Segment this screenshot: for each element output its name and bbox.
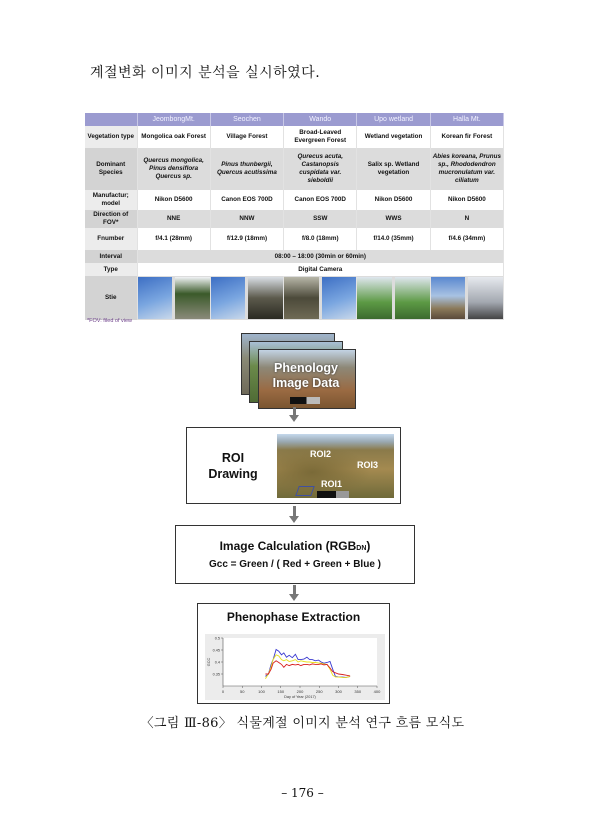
table-cell: f/8.0 (18mm) [284,228,357,250]
table-cell: Nikon D5600 [357,190,430,210]
row-label: Type [85,263,137,276]
header-cell: Wando [284,113,357,126]
site-photo [357,277,392,319]
roi-drawing-label [207,451,259,482]
gcc-chart [205,634,385,700]
table-row [85,126,504,148]
table-cell: Digital Camera [137,263,504,276]
header-cell: Halla Mt. [430,113,503,126]
table-cell: Canon EOS 700D [210,190,283,210]
header-cell [85,113,137,126]
site-photos-jeombong [137,276,210,320]
table-cell: SSW [284,210,357,228]
table-cell: 08:00 – 18:00 (30min or 60min) [137,250,504,263]
table-cell: f/4.1 (28mm) [137,228,210,250]
site-photo [431,277,466,319]
site-photo [395,277,430,319]
site-info-table [85,113,504,320]
y-tick-label: 0.45 [212,648,220,653]
table-cell: Village Forest [210,126,283,148]
site-photo [248,277,283,319]
calc-title-end: ) [366,539,371,553]
table-cell: Pinus thunbergii, Quercus acutissima [210,148,283,190]
header-cell: JeombongMt. [137,113,210,126]
site-photo [468,277,503,319]
site-photos-halla [430,276,503,320]
table-row [85,228,504,250]
roi-tag: ROI3 [357,460,379,470]
table-cell: f/4.6 (34mm) [430,228,503,250]
table-cell: Wetland vegetation [357,126,430,148]
table-cell: Abies koreana, Prunus sp., Rhododendron mucronulatum var. ciliatum [430,148,503,190]
fov-footnote: *FOV: filed of view [87,318,133,324]
y-tick-label: 0.4 [214,660,220,665]
x-tick-label: 350 [354,689,362,694]
table-cell: WWS [357,210,430,228]
row-label: Vegetation type [85,126,137,148]
roi-line1: ROI [221,451,245,465]
x-tick-label: 300 [335,689,342,694]
phenology-line2: Image Data [272,376,340,390]
image-strip [317,491,349,498]
x-tick-label: 250 [315,689,323,694]
table-row [85,276,504,320]
table-cell: f/14.0 (35mm) [357,228,430,250]
table-header-row [85,113,504,126]
phenophase-title: Phenophase Extraction [226,610,361,624]
table-row [85,190,504,210]
site-photo [175,277,210,319]
phenophase-extraction-box [197,603,390,704]
table-cell: Qurecus acuta, Castanopsis cuspidata var. sieboldii [284,148,357,190]
table-cell: f/12.9 (18mm) [210,228,283,250]
roi-drawing-box [186,427,401,504]
calc-title-subscript: DN [356,545,367,552]
site-photos-seochen [210,276,283,320]
figure-caption: 〈그림 Ⅲ-86〉 식물계절 이미지 분석 연구 흐름 모식도 [140,716,465,731]
site-photo [211,277,246,319]
phenology-line1: Phenology [274,361,338,375]
x-tick-label: 100 [258,689,265,694]
table-cell: NNW [210,210,283,228]
intro-text: 계절변화 이미지 분석을 실시하였다. [90,65,321,81]
phenology-image-data-label [258,361,354,391]
table-cell: Nikon D5600 [430,190,503,210]
image-calculation-title [176,539,414,553]
table-cell: Quercus mongolica, Pinus densiflora Quercus sp. [137,148,210,190]
table-cell: Mongolica oak Forest [137,126,210,148]
table-row [85,263,504,276]
row-label: Stie [85,276,137,320]
table-cell: Canon EOS 700D [284,190,357,210]
site-photos-wando [284,276,357,320]
row-label: Manufactur; model [85,190,137,210]
x-tick-label: 50 [240,689,245,694]
gcc-chart-svg [205,634,385,700]
roi-tag: ROI1 [321,479,343,489]
site-photos-upo [357,276,430,320]
header-cell: Seochen [210,113,283,126]
row-label: Direction of FOV* [85,210,137,228]
y-tick-label: 0.35 [212,672,220,677]
y-axis-label: GCC [207,657,211,667]
table-row [85,148,504,190]
plot-area [223,638,377,686]
x-tick-label: 400 [373,689,381,694]
header-cell: Upo wetland [357,113,430,126]
image-calculation-box [175,525,415,584]
x-tick-label: 200 [296,689,304,694]
x-tick-label: 150 [277,689,285,694]
table-cell: Korean fir Forest [430,126,503,148]
x-axis-label: Day of Year (2017) [284,695,316,699]
gcc-equation: Gcc = Green / ( Red + Green + Blue ) [208,559,381,570]
table-cell: Nikon D5600 [137,190,210,210]
site-photo [138,277,173,319]
roi-polygon [295,486,315,496]
table-cell: N [430,210,503,228]
table-cell: NNE [137,210,210,228]
site-photo [322,277,357,319]
calc-title-text: Image Calculation (RGB [219,539,357,553]
site-photo [284,277,319,319]
row-label: Dominant Species [85,148,137,190]
y-tick-label: 0.5 [214,636,220,641]
row-label: Interval [85,250,137,263]
table-row [85,250,504,263]
image-strip [290,397,320,404]
table-cell: Salix sp. Wetland vegetation [357,148,430,190]
roi-landscape-image [277,434,394,498]
page-number: – 176 – [281,786,324,800]
row-label: Fnumber [85,228,137,250]
roi-tag: ROI2 [310,449,332,459]
x-tick-label: 0 [221,689,225,694]
table-cell: Broad-Leaved Evergreen Forest [284,126,357,148]
table-row [85,210,504,228]
roi-line2: Drawing [208,466,258,481]
